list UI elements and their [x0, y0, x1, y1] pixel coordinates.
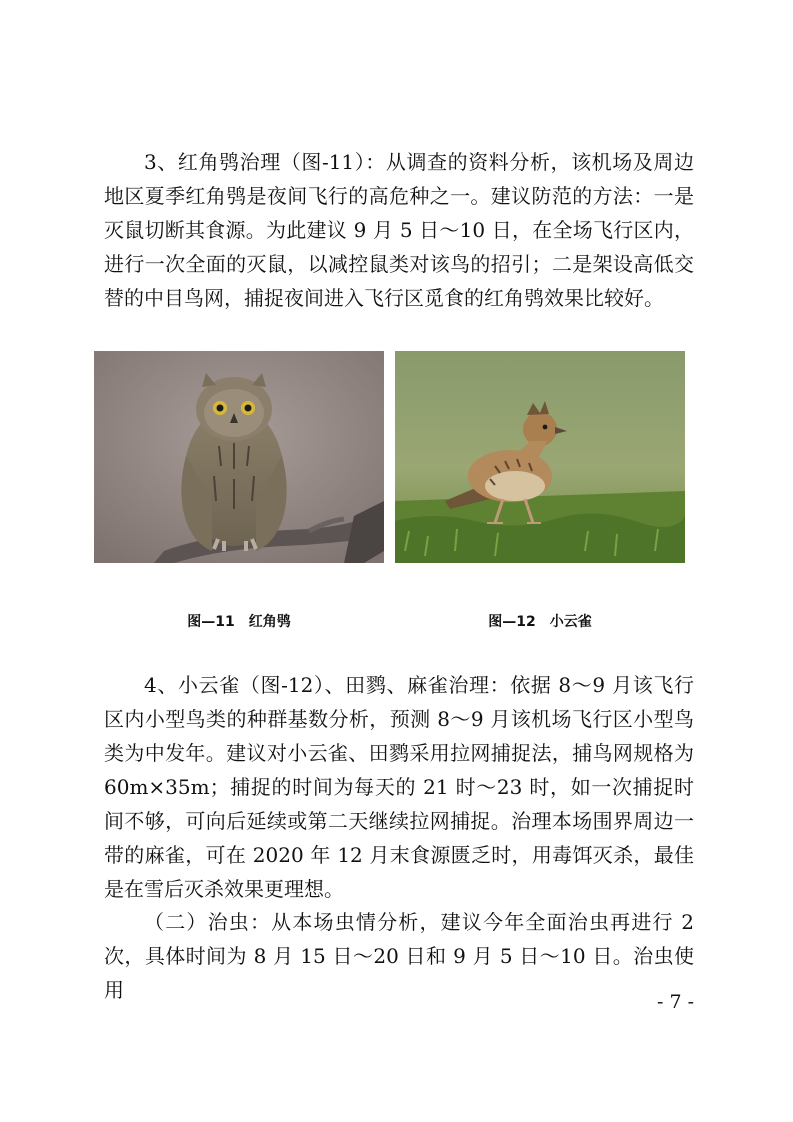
lark-photo — [395, 351, 685, 563]
figure-label: 红角鸮 — [248, 614, 291, 630]
figure-number: 图—11 — [187, 614, 235, 630]
owl-illustration-icon — [94, 351, 384, 563]
paragraph-owl-control: 3、红角鸮治理（图-11）：从调查的资料分析，该机场及周边地区夏季红角鸮是夜间飞行的高危种之一。建议防范的方法：一是灭鼠切断其食源。为此建议 9 月 5 日～10 日，在全场飞行区内，进行一次全面的灭鼠，以减控鼠类对该鸟的招引；二是架设高低交替的中目鸟网，捕捉夜间进入飞行区觅食的红角鸮效果比较好。 — [104, 150, 694, 310]
lark-illustration-icon — [395, 351, 685, 563]
figure-number: 图—12 — [488, 614, 536, 630]
owl-photo — [94, 351, 384, 563]
figure-label: 小云雀 — [549, 614, 592, 630]
paragraph-lark-control: 4、小云雀（图-12）、田鹨、麻雀治理：依据 8～9 月该飞行区内小型鸟类的种群基数分析，预测 8～9 月该机场飞行区小型鸟类为中发年。建议对小云雀、田鹨采用拉网捕捉法，捕鸟网规格为 60m×35m；捕捉的时间为每天的 21 时～23 时，如一次捕捉时间不够，可向后延续或第二天继续拉网捕捉。治理本场围界周边一带的麻雀，可在 2020 年 12 月末食源匮乏时，用毒饵灭杀，最佳是在雪后灭杀效果更理想。 — [104, 673, 694, 901]
page-number: - 7 - — [656, 991, 694, 1013]
paragraph-insect-control: （二）治虫：从本场虫情分析，建议今年全面治虫再进行 2 次，具体时间为 8 月 15 日～20 日和 9 月 5 日～10 日。治虫使用 — [104, 910, 694, 1002]
figure-caption-owl — [94, 612, 384, 632]
figure-caption-lark — [395, 612, 685, 632]
